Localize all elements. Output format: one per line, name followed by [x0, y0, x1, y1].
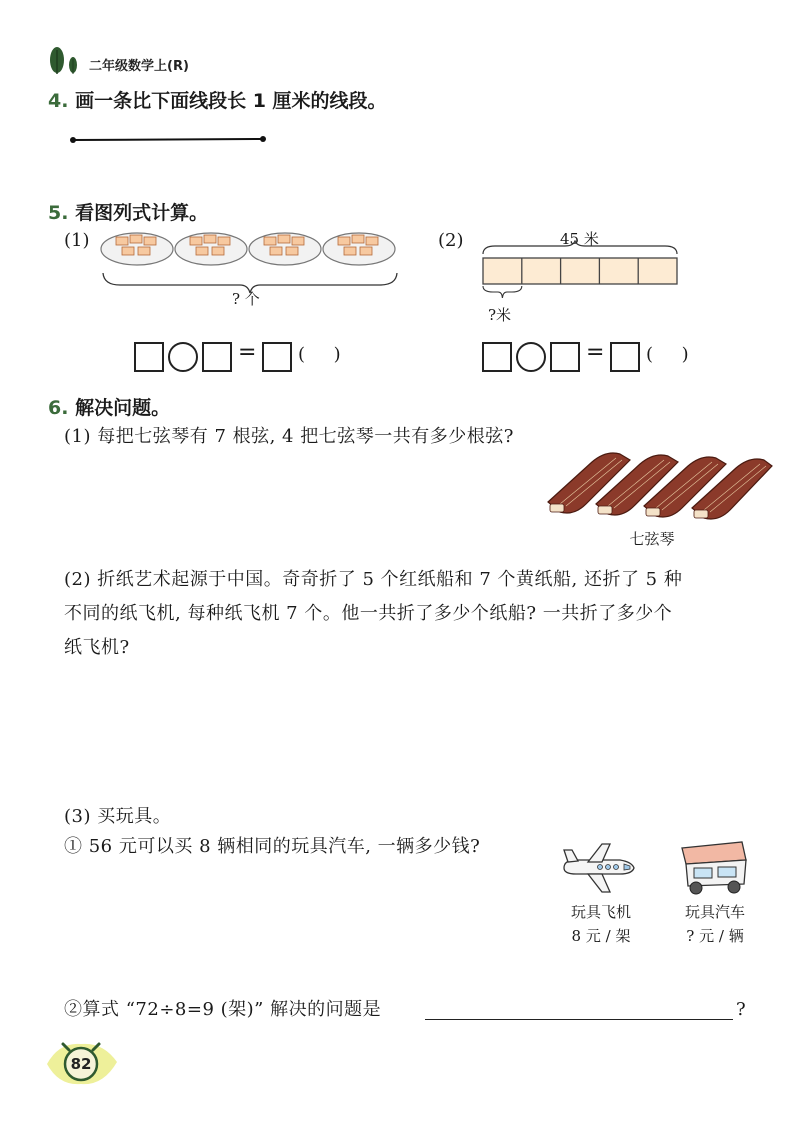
zither-illustration [540, 440, 775, 530]
q6-part3-sub2-end: ? [736, 999, 747, 1020]
question-6-text: 解决问题。 [75, 397, 171, 419]
operator-circle[interactable] [168, 342, 198, 372]
q6-part3-sub2: ②算式 “72÷8=9 (架)” 解决的问题是 [64, 999, 382, 1020]
q6-part2-line-2: 不同的纸飞机, 每种纸飞机 7 个。他一共折了多少个纸船? 一共折了多少个 [64, 603, 673, 624]
toy-plane-price: 8 元 / 架 [571, 927, 631, 945]
q5-part2-part-label: ?米 [488, 306, 512, 324]
leaf-icon [45, 45, 85, 75]
answer-box[interactable] [482, 342, 512, 372]
q5-part2-bar-diagram [475, 240, 690, 300]
plate-4 [323, 233, 395, 265]
answer-line[interactable] [425, 1019, 733, 1020]
answer-box[interactable] [262, 342, 292, 372]
toy-plane-label [556, 900, 646, 948]
toy-plane-name: 玩具飞机 [570, 903, 631, 921]
q6-part2-text [64, 563, 764, 665]
q6-part3-title: (3) 买玩具。 [64, 806, 172, 827]
question-6-number: 6. [48, 397, 69, 419]
answer-box[interactable] [610, 342, 640, 372]
given-line-segment [65, 132, 275, 148]
zither-caption: 七弦琴 [629, 530, 675, 548]
q6-part2-line-1: (2) 折纸艺术起源于中国。奇奇折了 5 个红纸船和 7 个黄纸船, 还折了 5 种 [64, 569, 683, 590]
plate-2 [175, 233, 247, 265]
question-5-number: 5. [48, 202, 69, 224]
equals-sign: = [238, 340, 257, 365]
toy-car-label [670, 900, 760, 948]
page-number: 82 [70, 1055, 92, 1073]
question-5-text: 看图列式计算。 [75, 202, 209, 224]
question-6-title [48, 393, 170, 420]
unit-parentheses[interactable]: ( ) [298, 344, 341, 365]
toy-truck-icon [672, 838, 752, 898]
question-4-text: 画一条比下面线段长 1 厘米的线段。 [75, 90, 387, 112]
toy-car-name: 玩具汽车 [684, 903, 745, 921]
q5-part2-label: (2) [438, 230, 464, 251]
toy-car-price: ? 元 / 辆 [686, 927, 744, 945]
unit-parentheses[interactable]: ( ) [646, 344, 689, 365]
plate-3 [249, 233, 321, 265]
book-title: 二年级数学上(R) [89, 59, 189, 74]
toy-plane-icon [558, 840, 638, 895]
operator-circle[interactable] [516, 342, 546, 372]
answer-box[interactable] [550, 342, 580, 372]
q6-part3-sub1: ① 56 元可以买 8 辆相同的玩具汽车, 一辆多少钱? [64, 836, 481, 857]
header [45, 45, 345, 75]
q5-part2-total-label: 45 米 [560, 230, 599, 248]
q6-part2-line-3: 纸飞机? [64, 637, 130, 658]
equals-sign: = [586, 340, 605, 365]
question-4-title [48, 86, 387, 113]
q5-part1-brace-label: ? 个 [232, 290, 260, 308]
question-4-number: 4. [48, 90, 69, 112]
question-5-title [48, 198, 208, 225]
q5-part1-label: (1) [64, 230, 90, 251]
answer-box[interactable] [202, 342, 232, 372]
plate-1 [101, 233, 173, 265]
answer-box[interactable] [134, 342, 164, 372]
q6-part1-text: (1) 每把七弦琴有 7 根弦, 4 把七弦琴一共有多少根弦? [64, 426, 514, 447]
